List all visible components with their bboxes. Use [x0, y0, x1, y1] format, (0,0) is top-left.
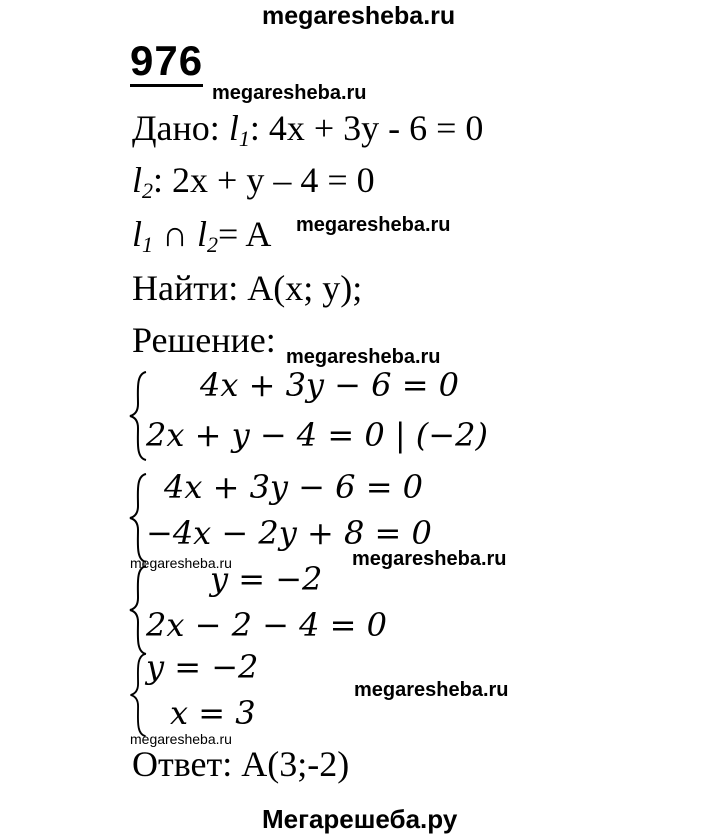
- watermark-top: megaresheba.ru: [262, 2, 456, 30]
- watermark: megaresheba.ru: [352, 548, 507, 570]
- intersection-result: = A: [218, 214, 272, 254]
- watermark-bottom: Мегарешеба.ру: [262, 804, 458, 834]
- problem-number: 976: [130, 38, 203, 87]
- intersection-line: [132, 214, 272, 257]
- inter-l2-name: l: [197, 214, 208, 254]
- system-2-eq-2: −4x − 2y + 8 = 0: [146, 514, 432, 552]
- line-l2-sub: 2: [142, 178, 154, 203]
- watermark-small: megaresheba.ru: [130, 731, 232, 747]
- system-1-eq-2: 2x + y − 4 = 0 | (−2): [146, 416, 488, 454]
- answer-line: Ответ: A(3;-2): [132, 744, 350, 784]
- inter-l1-name: l: [132, 214, 143, 254]
- solution-label: Решение:: [132, 320, 276, 360]
- given-line-1: [132, 108, 484, 151]
- given-label: Дано:: [132, 108, 220, 148]
- system-4-eq-1: y = −2: [146, 648, 259, 686]
- line-l2-name: l: [132, 160, 143, 200]
- given-line-2: [132, 160, 375, 203]
- intersection-symbol: ∩: [162, 214, 198, 254]
- system-2-eq-1: 4x + 3y − 6 = 0: [164, 468, 424, 506]
- inter-l2-sub: 2: [207, 232, 219, 257]
- watermark: megaresheba.ru: [354, 679, 509, 701]
- inter-l1-sub: 1: [142, 232, 154, 257]
- line-l1-sub: 1: [238, 126, 250, 151]
- system-1-eq-1: 4x + 3y − 6 = 0: [200, 366, 460, 404]
- system-3-eq-2: 2x − 2 − 4 = 0: [146, 606, 387, 644]
- watermark: megaresheba.ru: [296, 214, 451, 236]
- line-l1-equation: : 4x + 3y - 6 = 0: [249, 108, 484, 148]
- watermark: megaresheba.ru: [286, 346, 441, 368]
- find-line: Найти: A(x; y);: [132, 268, 363, 308]
- watermark-small: megaresheba.ru: [130, 555, 232, 571]
- system-4-eq-2: x = 3: [170, 694, 256, 732]
- system-3-eq-1: y = −2: [210, 560, 323, 598]
- line-l2-equation: : 2x + y – 4 = 0: [153, 160, 375, 200]
- line-l1-name: l: [228, 108, 239, 148]
- watermark: megaresheba.ru: [212, 82, 367, 104]
